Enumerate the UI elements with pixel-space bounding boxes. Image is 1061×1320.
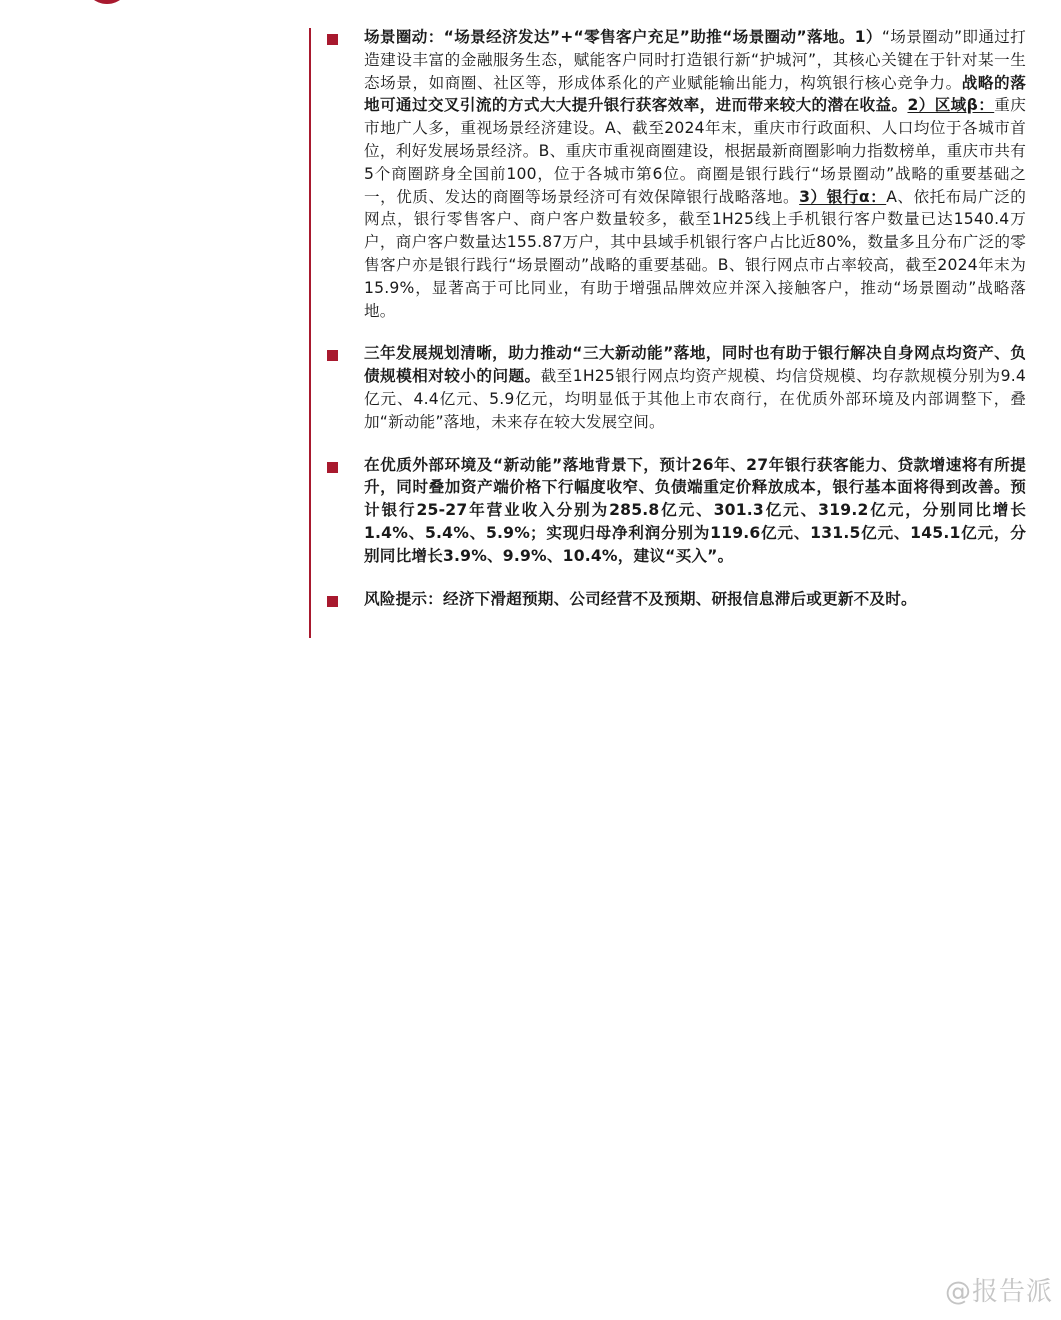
watermark: @报告派: [944, 1277, 1053, 1307]
bullet-text: [364, 588, 1026, 611]
bullet-headline: 三年发展规划清晰，助力推动“三大新动能”落地，同时也有助于银行解决自身网点均资产、负债规模相对较小的问题。: [364, 344, 1026, 386]
bullet-scene-circle: [322, 26, 1026, 322]
text-segment: “场景圈动”即通过打造建设丰富的金融服务生态，赋能客户同时打造银行新“护城河”，其核心关键在于针对某一生态场景，如商圈、社区等，形成体系化的产业赋能输出能力，构筑银行核心竞争力。: [364, 28, 1026, 92]
bullet-headline: 在优质外部环境及“新动能”落地背景下，预计26年、27年银行获客能力、贷款增速将有所提升，同时叠加资产端价格下行幅度收窄、负债端重定价释放成本，银行基本面将得到改善。预计银行25-27年营业收入分别为285.8亿元、301.3亿元、319.2亿元，分别同比增长1.4%、5.4%、5.9%；实现归母净利润分别为119.6亿元、131.5亿元、145.1亿元，分别同比增长3.9%、9.9%、10.4%，建议“买入”。: [364, 455, 1026, 565]
risk-warning: 风险提示：经济下滑超预期、公司经营不及预期、研报信息滞后或更新不及时。: [364, 589, 917, 608]
square-bullet-icon: [327, 596, 338, 607]
brand-logo: [84, 0, 130, 4]
text-segment: 截至1H25银行网点均资产规模、均信贷规模、均存款规模分别为9.4亿元、4.4亿元、5.9亿元，均明显低于其他上市农商行，在优质外部环境及内部调整下，叠加“新动能”落地，未来存在较大发展空间。: [364, 367, 1026, 431]
key-point: 战略的落地可通过交叉引流的方式大大提升银行获客效率，进而带来较大的潜在收益。: [364, 73, 1026, 115]
bullet-text: [364, 342, 1026, 433]
square-bullet-icon: [327, 34, 338, 45]
text-segment: A、依托布局广泛的网点，银行零售客户、商户客户数量较多，截至1H25线上手机银行客户数量已达1540.4万户，商户客户数量达155.87万户，其中县域手机银行客户占比近80%，数量多且分布广泛的零售客户亦是银行践行“场景圈动”战略的重要基础。B、银行网点市占率较高，截至2024年末为15.9%，显著高于可比同业，有助于增强品牌效应并深入接触客户，推动“场景圈动”战略落地。: [364, 187, 1027, 320]
square-bullet-icon: [327, 350, 338, 361]
bullet-text: [364, 26, 1026, 322]
bullet-text: [364, 454, 1026, 568]
bullet-forecast: [322, 454, 1026, 568]
subsection-label: 2）区域β：: [907, 96, 995, 115]
square-bullet-icon: [327, 462, 338, 473]
summary-bullets: [322, 26, 1026, 630]
vertical-divider: [309, 28, 311, 638]
subsection-label: 3）银行α：: [799, 187, 887, 206]
bullet-three-year-plan: [322, 342, 1026, 433]
bullet-headline: 场景圈动：“场景经济发达”+“零售客户充足”助推“场景圈动”落地。1）: [364, 28, 882, 46]
bullet-risk: [322, 588, 1026, 611]
text-segment: 重庆市地广人多，重视场景经济建设。A、截至2024年末，重庆市行政面积、人口均位于各城市首位，利好发展场景经济。B、重庆市重视商圈建设，根据最新商圈影响力指数榜单，重庆市共有5个商圈跻身全国前100，位于各城市第6位。商圈是银行践行“场景圈动”战略的重要基础之一，优质、发达的商圈等场景经济可有效保障银行战略落地。: [364, 96, 1026, 206]
